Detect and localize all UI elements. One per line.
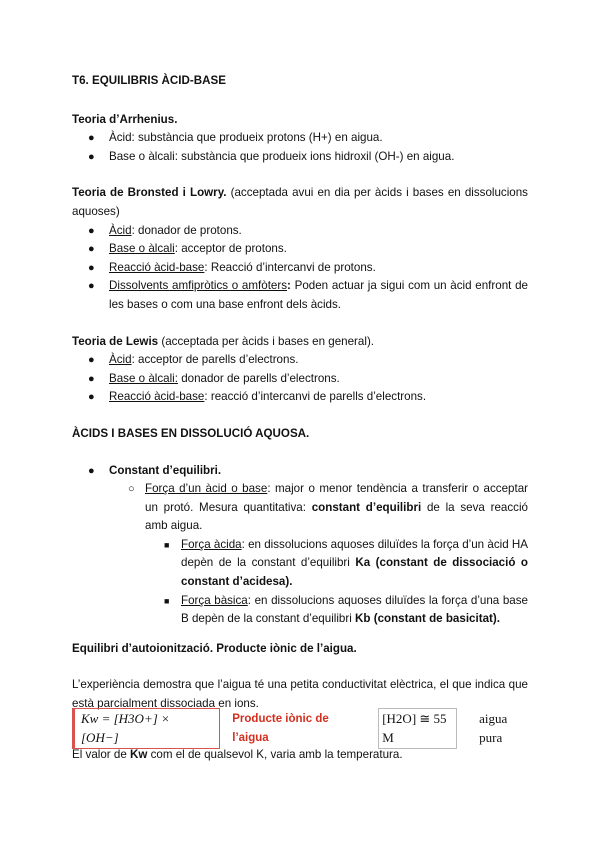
arrhenius-section (72, 111, 528, 167)
list-item: ■ Força àcida: en dissolucions aquoses diluïdes la força d’un àcid HA depèn de la constant d’equilibri Ka (constant de dissociació o constant d’acidesa). (164, 537, 528, 589)
list-item: ● Àcid: substància que produeix protons (H+) en aigua. (72, 129, 528, 148)
bullet-icon: ● (88, 280, 95, 293)
autoionization-paragraph: L’experiència demostra que l’aigua té una petita conductivitat elèctrica, el que indica que està parcialment dissociada en ions. (72, 678, 528, 711)
constant-list (72, 462, 528, 629)
bullet-icon: ● (88, 391, 95, 404)
bronsted-heading: Teoria de Bronsted i Lowry. (acceptada avui en dia per àcids i bases en dissolucions aquoses) (72, 186, 528, 218)
bullet-icon: ● (88, 354, 95, 367)
list-item: ● Base o àlcali: substància que produeix ions hidroxil (OH-) en aigua. (72, 148, 528, 167)
square-bullet-icon: ■ (164, 595, 170, 606)
list-item: ○ Força d’un àcid o base: major o menor tendència a transferir o acceptar un protó. Mesura quantitativa: constant d’equilibri de la seva reacció amb aigua. (128, 482, 528, 533)
lewis-heading: Teoria de Lewis (acceptada per àcids i bases en general). (72, 334, 375, 348)
bullet-icon: ● (88, 150, 95, 163)
arrhenius-list (72, 129, 528, 166)
list-item: ● Constant d’equilibri. (72, 462, 528, 481)
pure-water-label: aigua pura (479, 711, 508, 745)
list-item: ● Base o àlcali: acceptor de protons. (72, 240, 528, 259)
list-item: ● Reacció àcid-base: Reacció d’intercanvi de protons. (72, 259, 528, 278)
product-label: Producte iònic de l’aigua (232, 713, 329, 744)
bronsted-list (72, 222, 528, 315)
document-page (72, 72, 528, 764)
bullet-icon: ● (88, 261, 95, 274)
list-item: ● Reacció àcid-base: reacció d’intercanvi de parells d’electrons. (72, 388, 528, 407)
kw-formula: Kw = [H3O+] × [OH−] (72, 708, 220, 749)
bronsted-section (72, 184, 528, 314)
lewis-list (72, 351, 528, 407)
circle-bullet-icon: ○ (128, 483, 135, 496)
kw-temperature-paragraph: El valor de Kw com el de qualsevol K, varia amb la temperatura. (72, 747, 403, 761)
bullet-icon: ● (88, 132, 95, 145)
list-item: ● Àcid: donador de protons. (72, 222, 528, 241)
h2o-concentration: [H2O] ≅ 55 M (378, 708, 457, 749)
bullet-icon: ● (88, 224, 95, 237)
list-item: ■ Força bàsica: en dissolucions aquoses diluïdes la força d’una base B depèn de la constant d’equilibri Kb (constant de basicitat). (164, 593, 529, 626)
aqueous-section-heading: ÀCIDS I BASES EN DISSOLUCIÓ AQUOSA. (72, 426, 310, 440)
square-bullet-icon: ■ (164, 539, 170, 550)
bullet-icon: ● (88, 464, 95, 477)
kw-formula-image (72, 711, 528, 745)
bullet-icon: ● (88, 372, 95, 385)
lewis-section (72, 333, 528, 407)
list-item: ● Dissolvents amfipròtics o amfòters: Poden actuar ja sigui com un àcid enfront de les bases o com una base enfront dels àcids. (88, 279, 528, 311)
autoionization-heading: Equilibri d’autoionització. Producte iònic de l’aigua. (72, 641, 357, 655)
document-title: T6. EQUILIBRIS ÀCID-BASE (72, 74, 226, 87)
arrhenius-heading: Teoria d’Arrhenius. (72, 112, 178, 126)
bullet-icon: ● (88, 243, 95, 256)
list-item: ● Àcid: acceptor de parells d’electrons. (72, 351, 528, 370)
list-item: ● Base o àlcali: donador de parells d’electrons. (72, 370, 528, 389)
